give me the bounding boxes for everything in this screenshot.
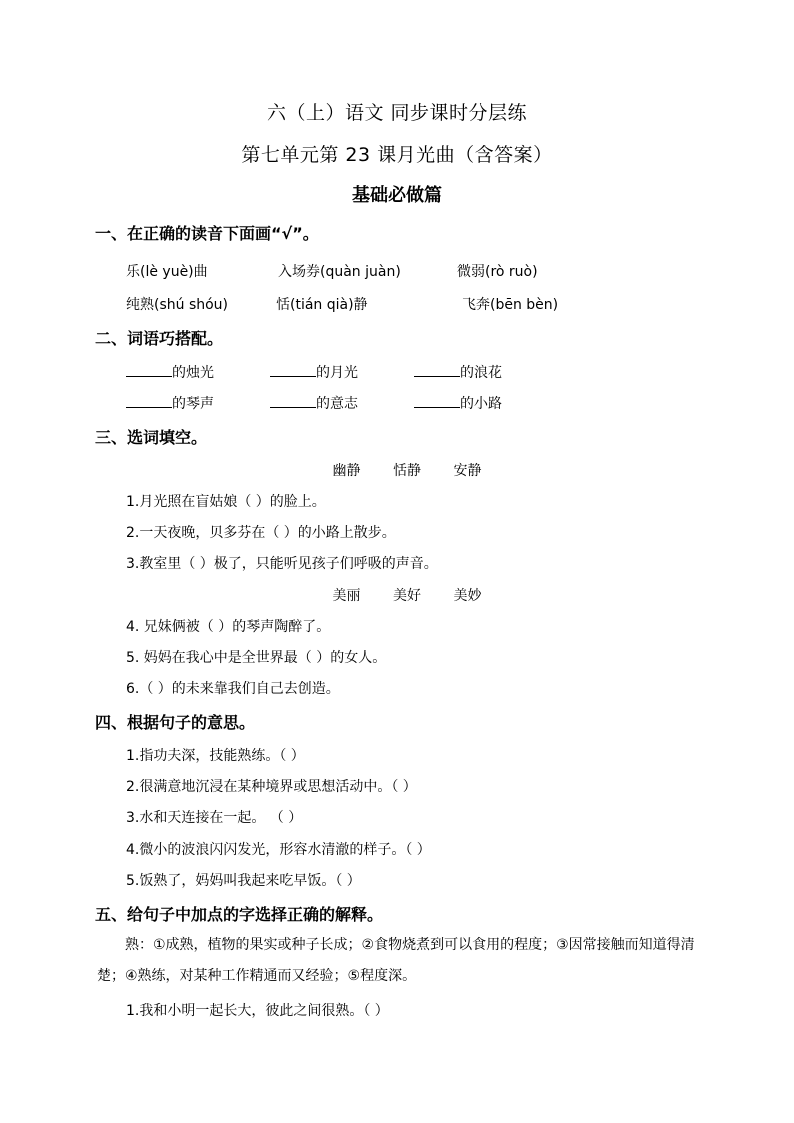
question-item: 3.水和天连接在一起。 （ ） (126, 810, 303, 826)
pinyin-item: 纯熟(shú shóu) (126, 297, 229, 313)
question-item: 5.饭熟了，妈妈叫我起来吃早饭。（ ） (126, 873, 361, 889)
definition-paragraph: 熟：①成熟，植物的果实或种子长成；②食物烧煮到可以食用的程度；③因常接触而知道得清楚；④熟练，对某种工作精通而又经验；⑤程度深。 (97, 937, 695, 984)
question-item: 1.指功夫深，技能熟练。（ ） (126, 748, 305, 764)
word-bank-1 (10, 460, 794, 480)
word-option: 幽静 (332, 463, 361, 479)
section-5-title: 五、给句子中加点的字选择正确的解释。 (95, 905, 384, 924)
question-item: 1.我和小明一起长大，彼此之间很熟。（ ） (126, 1003, 389, 1019)
phrase-item: 的琴声 (126, 393, 214, 413)
phrase-item: 的浪花 (414, 362, 502, 382)
word-option: 美丽 (332, 588, 361, 604)
question-item: 2.很满意地沉浸在某种境界或思想活动中。（ ） (126, 779, 417, 795)
level-subtitle: 基础必做篇 (352, 185, 442, 206)
phrase-item: 的月光 (270, 362, 358, 382)
pinyin-item: 入场券(quàn juàn) (278, 264, 401, 280)
question-item: 1.月光照在盲姑娘（ ）的脸上。 (126, 494, 326, 510)
answer-blank[interactable] (414, 362, 460, 377)
answer-blank[interactable] (126, 393, 172, 408)
question-item: 5. 妈妈在我心中是全世界最（ ）的女人。 (126, 650, 387, 666)
phrase-item: 的意志 (270, 393, 358, 413)
answer-blank[interactable] (270, 362, 316, 377)
answer-blank[interactable] (414, 393, 460, 408)
pinyin-item: 飞奔(bēn bèn) (462, 297, 559, 313)
word-option: 恬静 (393, 463, 421, 479)
question-item: 4.微小的波浪闪闪发光，形容水清澈的样子。（ ） (126, 842, 431, 858)
worksheet-title: 六（上）语文 同步课时分层练 (266, 102, 528, 124)
word-option: 美妙 (453, 588, 482, 604)
word-bank-2 (10, 585, 794, 605)
question-item: 4. 兄妹俩被（ ）的琴声陶醉了。 (126, 619, 331, 635)
question-item: 6.（ ）的未来靠我们自己去创造。 (126, 681, 340, 697)
word-option: 安静 (453, 463, 482, 479)
pinyin-item: 恬(tián qià)静 (276, 297, 368, 313)
question-item: 3.教室里（ ）极了，只能听见孩子们呼吸的声音。 (126, 556, 438, 572)
question-item: 2.一天夜晚，贝多芬在（ ）的小路上散步。 (126, 525, 396, 541)
answer-blank[interactable] (270, 393, 316, 408)
word-option: 美好 (393, 588, 421, 604)
section-2-title: 二、词语巧搭配。 (95, 329, 224, 348)
section-3-title: 三、选词填空。 (95, 428, 208, 447)
answer-blank[interactable] (126, 362, 172, 377)
phrase-item: 的小路 (414, 393, 502, 413)
lesson-title: 第七单元第 23 课月光曲（含答案） (241, 144, 553, 166)
phrase-item: 的烛光 (126, 362, 214, 382)
section-1-title: 一、在正确的读音下面画“√”。 (95, 224, 319, 243)
pinyin-item: 微弱(rò ruò) (457, 264, 538, 280)
pinyin-item: 乐(lè yuè)曲 (126, 264, 208, 280)
section-4-title: 四、根据句子的意思。 (95, 713, 256, 732)
